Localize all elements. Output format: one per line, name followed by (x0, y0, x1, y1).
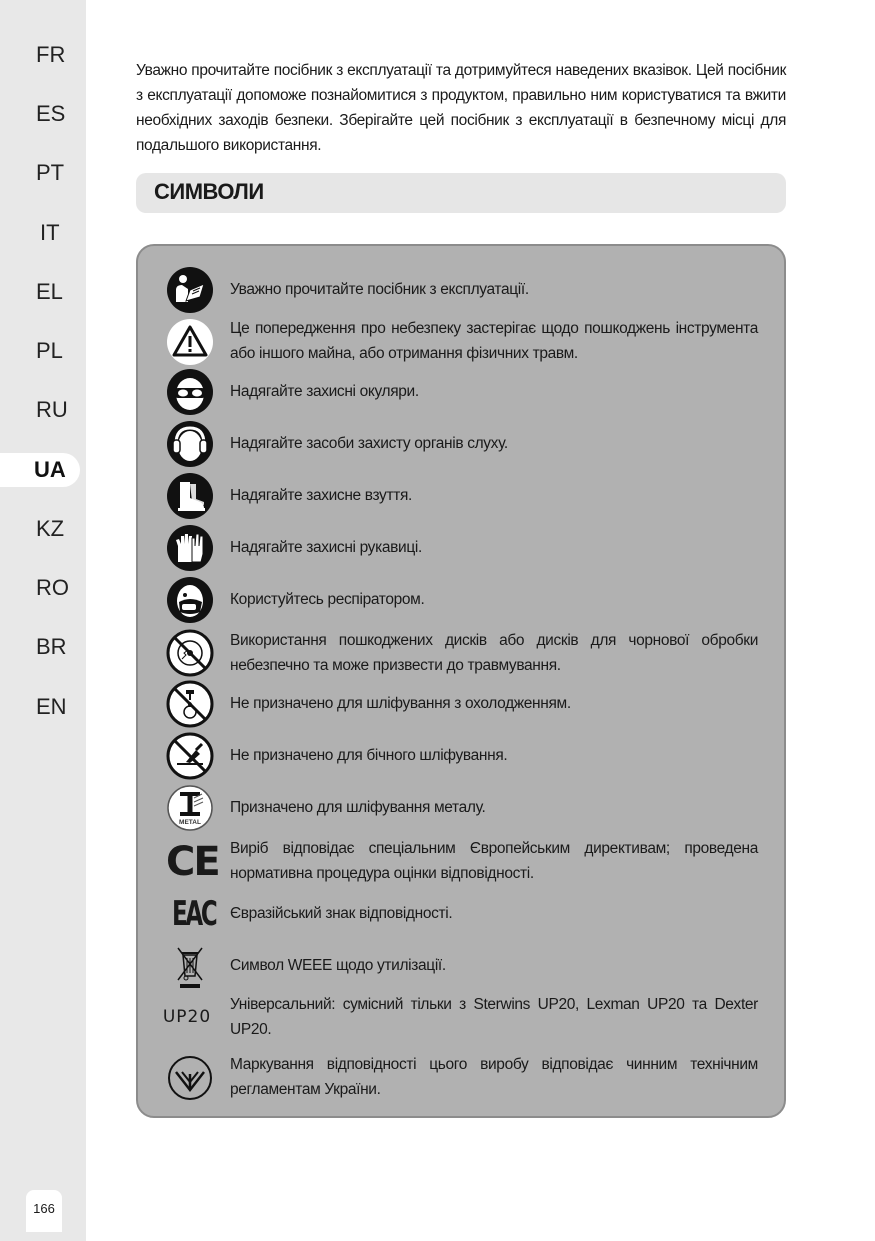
symbol-description: Надягайте захисні рукавиці. (230, 539, 422, 556)
lang-tab-it[interactable]: IT (40, 220, 60, 245)
intro-paragraph: Уважно прочитайте посібник з експлуатації та дотримуйтеся наведених вказівок. Цей посібник з експлуатації допоможе познайомитися з продуктом, правильно ним користуватися та вжити необхідних заходів безпеки. Зберігайте цей посібник з експлуатації в безпечному місці для подальшого використання. (136, 62, 786, 154)
lang-tab-br[interactable]: BR (36, 634, 67, 659)
no-damaged-disc-icon (166, 629, 214, 677)
ce-mark-icon: CE (166, 839, 219, 885)
metal-grinding-icon (166, 784, 214, 832)
ua-conformity-mark-icon (166, 1054, 214, 1102)
respirator-icon (166, 576, 214, 624)
symbol-description: Євразійський знак відповідності. (230, 905, 453, 922)
page-number: 166 (26, 1190, 62, 1232)
symbol-row (162, 732, 762, 780)
section-title: СИМВОЛИ (154, 179, 264, 204)
symbol-description: Виріб відповідає спеціальним Європейським директивам; проведена нормативна процедура оцінки відповідності. (230, 840, 758, 882)
symbol-row (162, 992, 762, 1042)
ear-protection-icon (166, 420, 214, 468)
symbol-row (162, 628, 762, 678)
metal-icon-label: METAL (179, 819, 201, 826)
symbol-row (162, 784, 762, 832)
symbol-description: Не призначено для бічного шліфування. (230, 747, 508, 764)
lang-tab-ua-active[interactable]: UA (0, 453, 80, 487)
symbol-description: Надягайте захисні окуляри. (230, 383, 419, 400)
section-header (136, 173, 786, 213)
symbol-description: Універсальний: сумісний тільки з Sterwins UP20, Lexman UP20 та Dexter UP20. (230, 996, 758, 1038)
weee-bin-icon (166, 942, 214, 990)
lang-tab-ro[interactable]: RO (36, 575, 69, 600)
warning-triangle-icon (166, 318, 214, 366)
lang-tab-en[interactable]: EN (36, 694, 67, 719)
symbol-row (162, 942, 762, 990)
lang-tab-es[interactable]: ES (36, 101, 66, 126)
symbol-row (162, 420, 762, 468)
symbol-description: Не призначено для шліфування з охолодженням. (230, 695, 571, 712)
symbol-row (162, 472, 762, 520)
read-manual-icon (166, 266, 214, 314)
symbol-description: Надягайте захисне взуття. (230, 487, 412, 504)
lang-tab-pl[interactable]: PL (36, 338, 63, 363)
symbol-description: Використання пошкоджених дисків або дисків для чорнової обробки небезпечно та може призвести до травмування. (230, 632, 758, 674)
lang-tab-ru[interactable]: RU (36, 397, 68, 422)
eac-mark-icon: EAC (172, 894, 216, 934)
lang-tab-kz[interactable]: KZ (36, 516, 65, 541)
symbol-description: Користуйтесь респіратором. (230, 591, 425, 608)
safety-gloves-icon (166, 524, 214, 572)
symbol-row (162, 524, 762, 572)
safety-boots-icon (166, 472, 214, 520)
symbol-row (162, 316, 762, 366)
symbol-description: Призначено для шліфування металу. (230, 799, 486, 816)
symbol-row (162, 890, 762, 938)
symbol-description: Уважно прочитайте посібник з експлуатації. (230, 281, 529, 298)
no-side-grinding-icon (166, 732, 214, 780)
lang-tab-fr[interactable]: FR (36, 42, 66, 67)
symbol-description: Символ WEEE щодо утилізації. (230, 957, 446, 974)
symbol-description: Маркування відповідності цього виробу відповідає чинним технічним регламентам України. (230, 1056, 758, 1098)
symbol-row (162, 836, 762, 886)
symbol-description: Це попередження про небезпеку застерігає щодо пошкоджень інструмента або іншого майна, або отримання фізичних травм. (230, 320, 758, 362)
symbol-description: Надягайте засоби захисту органів слуху. (230, 435, 508, 452)
symbol-row (162, 266, 762, 314)
lang-tab-pt[interactable]: PT (36, 160, 65, 185)
symbol-row (162, 368, 762, 416)
safety-goggles-icon (166, 368, 214, 416)
symbol-row (162, 680, 762, 728)
up20-logo-icon: UP20 (162, 1007, 212, 1027)
symbol-row (162, 1052, 762, 1102)
lang-tab-el[interactable]: EL (36, 279, 63, 304)
symbol-row (162, 576, 762, 624)
symbols-panel (136, 244, 786, 1118)
no-wet-grinding-icon (166, 680, 214, 728)
language-sidebar (0, 0, 86, 1241)
